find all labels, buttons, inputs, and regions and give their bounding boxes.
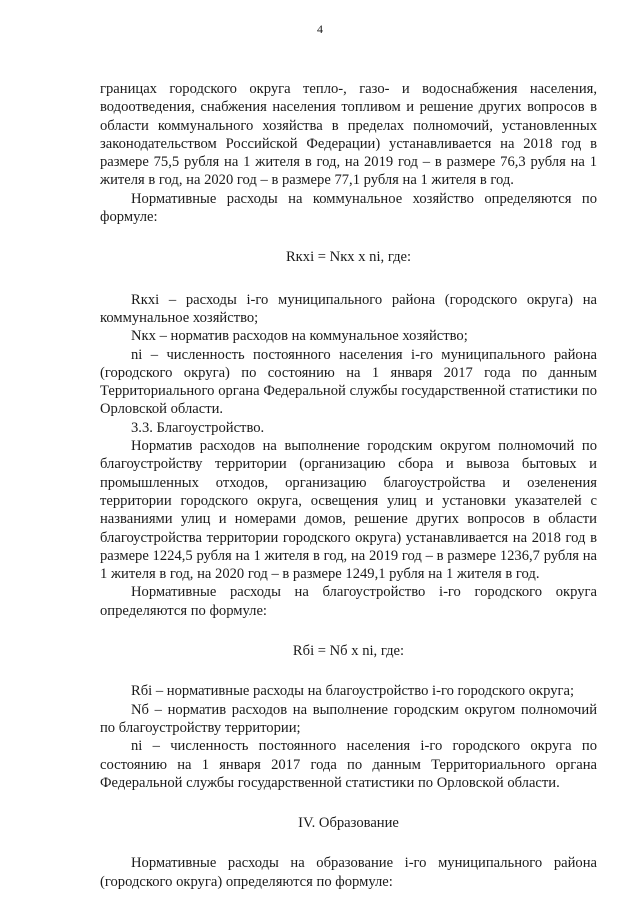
paragraph-utilities-formula-intro: Нормативные расходы на коммунальное хозяйство определяются по формуле: bbox=[100, 190, 597, 226]
definition-rkxi: Rкxi – расходы i-го муниципального района (городского округа) на коммунальное хозяйство; bbox=[100, 291, 597, 326]
paragraph-landscaping-norm: Норматив расходов на выполнение городским округом полномочий по благоустройству территории (организацию сбора и вывоза бытовых и промышленных отходов, организацию благоустройства и озеленения территории городского округа, освещения улиц и установки указателей с названиями улиц и номерами домов, решение других вопросов в области благоустройства территории городского округа) устанавливается на 2018 год в размере 1224,5 рубля на 1 жителя в год, на 2019 год – в размере 1236,7 рубля на 1 жителя в год, на 2020 год – в размере 1249,1 рубля на 1 жителя в год. bbox=[100, 438, 597, 583]
paragraph-water-supply: границах городского округа тепло-, газо- и водоснабжения населения, водоотведения, снабжения населения топливом и решение других вопросов в области коммунального хозяйства в пределах полномочий, установленных законодательством Российской Федерации) устанавливается на 2018 год в размере 75,5 рубля на 1 жителя в год, на 2019 год – в размере 76,3 рубля на 1 жителя в год, на 2020 год – в размере 77,1 рубля на 1 жителя в год. bbox=[100, 81, 597, 189]
paragraph-education-formula-intro: Нормативные расходы на образование i-го муниципального района (городского округа) определяются по формуле: bbox=[100, 855, 597, 890]
formula-utilities: Rкxi = Nкх х ni, где: bbox=[285, 249, 412, 266]
subsection-heading-landscaping: 3.3. Благоустройство. bbox=[131, 419, 265, 436]
definition-nkx: Nкх – норматив расходов на коммунальное хозяйство; bbox=[131, 328, 468, 345]
definition-ni-district: ni – численность постоянного населения i-го муниципального района (городского округа) по состоянию на 1 января 2017 года по данным Территориального органа Федеральной службы государственной статистики по Орловской области. bbox=[100, 346, 597, 418]
definition-nb: Nб – норматив расходов на выполнение городским округом полномочий по благоустройству территории; bbox=[100, 701, 597, 736]
definition-ni-city: ni – численность постоянного населения i-го городского округа по состоянию на 1 января 2017 года по данным Территориального органа Федеральной службы государственной статистики по Орловской области. bbox=[100, 738, 597, 791]
formula-landscaping: Rбi = Nб х ni, где: bbox=[292, 643, 405, 660]
definition-rbi: Rбi – нормативные расходы на благоустройство i-го городского округа; bbox=[131, 683, 575, 700]
page-number: 4 bbox=[317, 22, 323, 36]
section-heading-education: IV. Образование bbox=[298, 815, 399, 832]
document-body bbox=[100, 80, 597, 891]
paragraph-landscaping-formula-intro: Нормативные расходы на благоустройство i-го городского округа определяются по формуле: bbox=[100, 584, 597, 619]
